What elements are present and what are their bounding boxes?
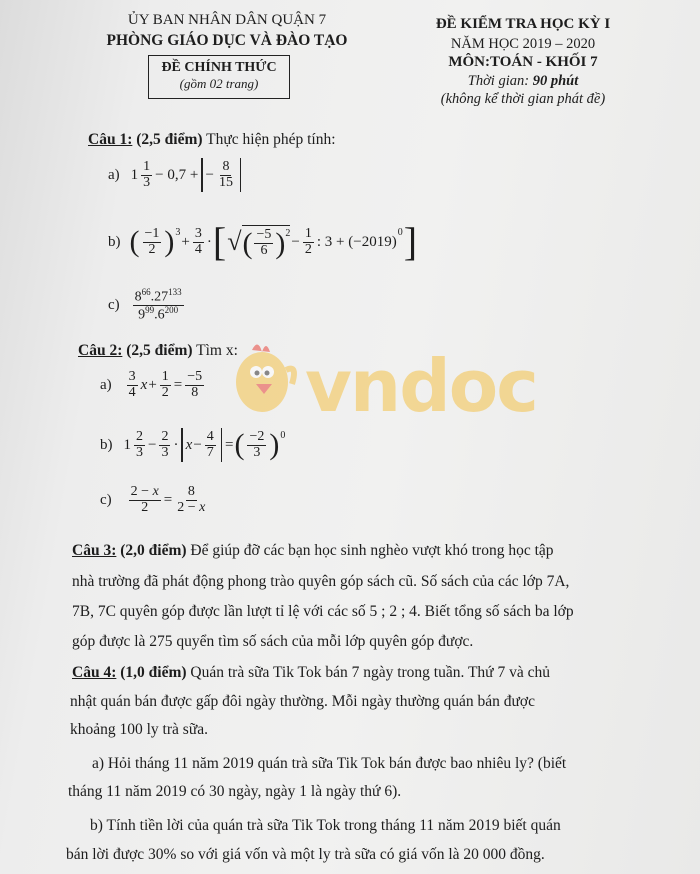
q4-line-1: [72, 659, 550, 687]
fraction: $\frac{-2}{3}$: [249, 428, 265, 460]
fraction: $\frac{8}{15}$: [218, 158, 233, 190]
q1-prompt: Thực hiện phép tính:: [206, 131, 336, 148]
time-value: 90 phút: [532, 73, 579, 89]
q4a-line-2: tháng 11 năm 2019 có 30 ngày, ngày 1 là ngày thứ 6).: [68, 783, 402, 800]
q4-line-2: nhật quán bán được gấp đôi ngày thường. Mỗi ngày thường quán bán được: [70, 693, 535, 710]
q1-points: (2,5 điểm): [136, 131, 203, 148]
q3-heading: Câu 3:: [72, 542, 117, 559]
q1c-label: c): [108, 297, 120, 314]
q4-line-3: khoảng 100 ly trà sữa.: [70, 721, 208, 738]
q2b-expression: b) 1 $\frac{2}{3}$ − $\frac{2}{3}$ · x − $\frac{4}{7}$ = ( $\frac{-2}{3}$ ) 0: [100, 428, 286, 461]
fraction: $\frac{-1}{2}$: [144, 225, 160, 257]
header-department: PHÒNG GIÁO DỤC VÀ ĐÀO TẠO: [106, 32, 348, 49]
q3-line-3: 7B, 7C quyên góp được lần lượt tỉ lệ với các số 5 ; 2 ; 4. Biết tổng số sách ba lớp: [72, 603, 574, 620]
q2c-expression: c) $\frac{2 - x}{2}$ = $\frac{8}{2 - x}$: [100, 484, 206, 515]
pages-note: (gồm 02 trang): [179, 76, 259, 91]
q1a-expression: a) 1 $\frac{1}{3}$ − 0,7 + − $\frac{8}{15}$: [108, 158, 243, 192]
q4b-line-1: b) Tính tiền lời của quán trà sữa Tik Tok trong tháng 11 năm 2019 biết quán: [90, 817, 561, 834]
q1b-expression: b) ( $\frac{-1}{2}$ ) 3 + $\frac{3}{4}$ · [ √ ( $\frac{-5}{6}$ ) 2 − $\frac{1}{2}$ : 3 + (−2019) 0 ]: [108, 219, 418, 264]
q3-text: Để giúp đỡ các bạn học sinh nghèo vượt khó trong học tập: [190, 542, 554, 559]
fraction: $\frac{4}{7}$: [206, 428, 214, 460]
q3-points: (2,0 điểm): [120, 542, 187, 559]
q4b-line-2: bán lời được 30% so với giá vốn và một ly trà sữa có giá vốn là 20 000 đồng.: [66, 846, 545, 863]
q4-points: (1,0 điểm): [120, 664, 187, 681]
q2-prompt: Tìm x:: [196, 342, 238, 359]
q4-heading: Câu 4:: [72, 664, 117, 681]
q2a-expression: a) $\frac{3}{4}$ x + $\frac{1}{2}$ = $\frac{-5}{8}$: [100, 369, 203, 400]
q1a-label: a): [108, 166, 120, 183]
q2-heading: Câu 2:: [78, 342, 123, 359]
chick-logo-icon: [230, 330, 300, 425]
school-year: NĂM HỌC 2019 – 2020: [450, 36, 596, 52]
q2c-label: c): [100, 491, 112, 508]
exam-title: ĐỀ KIỂM TRA HỌC KỲ I: [435, 16, 611, 32]
fraction: $\frac{3}{4}$: [194, 225, 202, 257]
q4a-line-1: a) Hỏi tháng 11 năm 2019 quán trà sữa Tik Tok bán được bao nhiêu ly? (biết: [92, 755, 567, 772]
fraction: $\frac{8}{2 - x}$: [177, 484, 206, 515]
header-authority: ỦY BAN NHÂN DÂN QUẬN 7: [127, 12, 327, 28]
time-line: [408, 73, 638, 90]
fraction: $\frac{-5}{6}$: [256, 227, 272, 258]
q3-line-1: [72, 537, 554, 565]
fraction: $\frac{8^{66}.27^{133}}{9^{99}.6^{200}}$: [134, 287, 182, 323]
subject-grade: MÔN:TOÁN - KHỐI 7: [448, 54, 598, 70]
fraction: $\frac{1}{2}$: [304, 225, 312, 257]
fraction: $\frac{2 - x}{2}$: [130, 484, 159, 515]
q1-title: [88, 131, 336, 149]
q2-title: [78, 342, 238, 360]
fraction: $\frac{3}{4}$: [128, 369, 136, 400]
fraction: $\frac{2}{3}$: [136, 428, 143, 460]
q1b-label: b): [108, 233, 121, 250]
q2-points: (2,5 điểm): [126, 342, 193, 359]
fraction: $\frac{1}{3}$: [143, 158, 151, 190]
fraction: $\frac{-5}{8}$: [187, 369, 203, 400]
fraction: $\frac{1}{2}$: [161, 369, 169, 400]
fraction: $\frac{2}{3}$: [161, 428, 169, 460]
q1-heading: Câu 1:: [88, 131, 133, 148]
q2a-label: a): [100, 376, 112, 393]
official-box: [148, 55, 290, 99]
q4-text: Quán trà sữa Tik Tok bán 7 ngày trong tuần. Thứ 7 và chủ: [190, 664, 550, 681]
q3-line-2: nhà trường đã phát động phong trào quyên góp sách cũ. Số sách của các lớp 7A,: [72, 573, 570, 590]
time-note: (không kể thời gian phát đề): [440, 91, 606, 107]
official-label: ĐỀ CHÍNH THỨC: [161, 60, 277, 75]
q1c-expression: [108, 288, 186, 324]
watermark: [230, 330, 610, 430]
time-label: Thời gian:: [467, 73, 530, 89]
q2b-label: b): [100, 436, 113, 453]
q3-line-4: góp được là 275 quyển tìm số sách của mỗi lớp quyên góp được.: [72, 633, 474, 650]
watermark-text: vndoc: [305, 344, 537, 428]
